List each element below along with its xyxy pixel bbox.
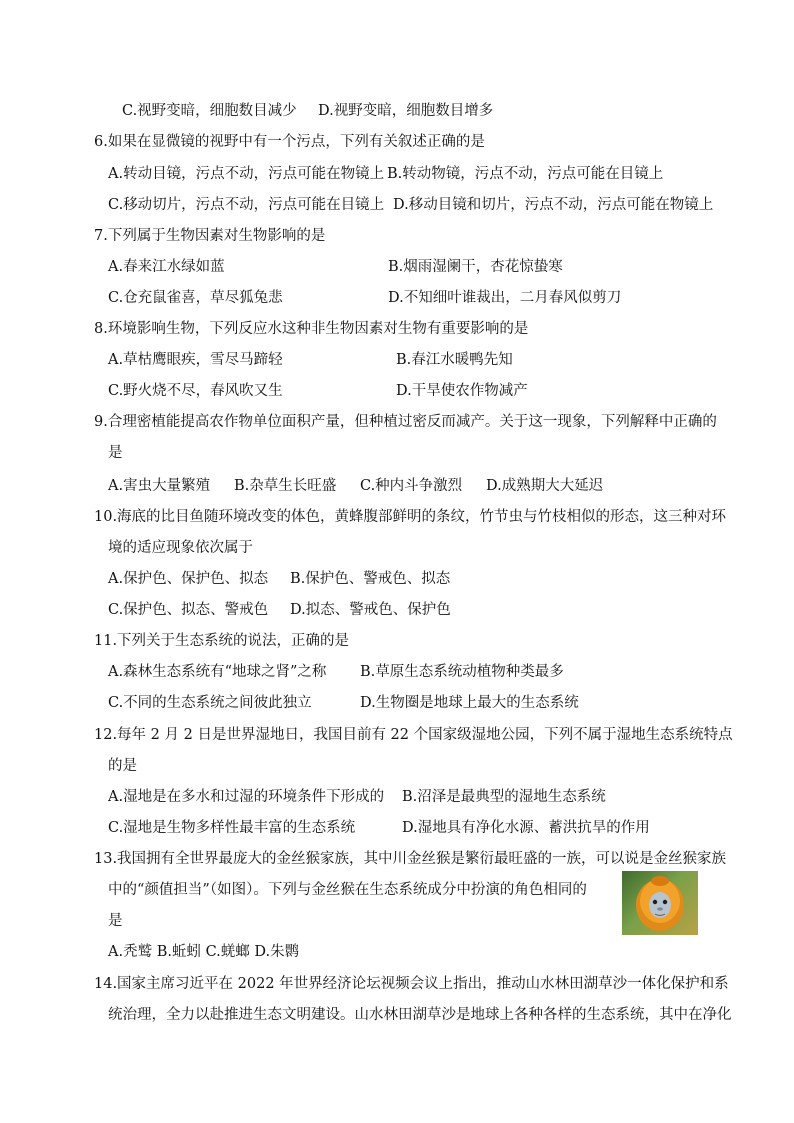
q13-options: A.秃鹫 B.蚯蚓 C.蜣螂 D.朱鹮 <box>108 944 300 960</box>
q14-stem-line1: 14.国家主席习近平在 2022 年世界经济论坛视频会议上指出，推动山水林田湖草沙一体化保护和系 <box>94 976 729 992</box>
q10-option-a: A.保护色、保护色、拟态 <box>108 571 269 587</box>
q12-option-d: D.湿地具有净化水源、蓄洪抗旱的作用 <box>402 820 650 836</box>
q7-option-a: A.春来江水绿如蓝 <box>108 259 225 275</box>
q9-option-d: D.成熟期大大延迟 <box>486 478 604 494</box>
q6-option-c: C.移动切片，污点不动，污点可能在目镜上 <box>108 197 385 213</box>
q8-option-d: D.干旱使农作物减产 <box>396 383 528 399</box>
q9-stem-line1: 9.合理密植能提高农作物单位面积产量，但种植过密反而减产。关于这一现象，下列解释中正确的 <box>94 414 717 430</box>
q13-stem-line3: 是 <box>108 913 123 929</box>
q6-option-d: D.移动目镜和切片，污点不动，污点可能在物镜上 <box>393 197 714 213</box>
q8-option-a: A.草枯鹰眼疾，雪尽马蹄轻 <box>108 352 283 368</box>
q11-option-a: A.森林生态系统有“地球之肾”之称 <box>108 664 327 680</box>
q12-option-c: C.湿地是生物多样性最丰富的生态系统 <box>108 820 356 836</box>
golden-monkey-illustration <box>622 871 698 935</box>
q6-option-b: B.转动物镜，污点不动，污点可能在目镜上 <box>387 166 664 182</box>
q8-stem: 8.环境影响生物，下列反应水这种非生物因素对生物有重要影响的是 <box>94 321 529 337</box>
q5-option-d: D.视野变暗，细胞数目增多 <box>318 103 494 119</box>
q9-stem-line2: 是 <box>108 445 123 461</box>
q7-stem: 7.下列属于生物因素对生物影响的是 <box>94 228 326 244</box>
q8-option-b: B.春江水暖鸭先知 <box>396 352 513 368</box>
q13-stem-line1: 13.我国拥有全世界最庞大的金丝猴家族，其中川金丝猴是繁衍最旺盛的一族，可以说是金丝猴家族 <box>94 851 727 867</box>
q11-option-d: D.生物圈是地球上最大的生态系统 <box>360 695 579 711</box>
q7-option-d: D.不知细叶谁裁出，二月春风似剪刀 <box>388 290 622 306</box>
q9-option-b: B.杂草生长旺盛 <box>234 478 337 494</box>
q6-stem: 6.如果在显微镜的视野中有一个污点，下列有关叙述正确的是 <box>94 134 485 150</box>
q14-stem-line2: 统治理，全力以赴推进生态文明建设。山水林田湖草沙是地球上各种各样的生态系统，其中在净化 <box>108 1007 732 1023</box>
q10-option-d: D.拟态、警戒色、保护色 <box>290 602 451 618</box>
q11-stem: 11.下列关于生态系统的说法，正确的是 <box>94 633 350 649</box>
q11-option-c: C.不同的生态系统之间彼此独立 <box>108 695 312 711</box>
q9-option-c: C.种内斗争激烈 <box>360 478 463 494</box>
q10-stem-line1: 10.海底的比目鱼随环境改变的体色，黄蜂腹部鲜明的条纹，竹节虫与竹枝相似的形态，这三种对环 <box>94 509 727 525</box>
q13-stem-line2: 中的“颜值担当”（如图）。下列与金丝猴在生态系统成分中扮演的角色相同的 <box>108 882 587 898</box>
q7-option-c: C.仓充鼠雀喜，草尽狐兔悲 <box>108 290 283 306</box>
q5-option-c: C.视野变暗，细胞数目减少 <box>122 103 297 119</box>
q12-stem-line1: 12.每年 2 月 2 日是世界湿地日，我国目前有 22 个国家级湿地公园，下列不属于湿地生态系统特点 <box>94 727 733 743</box>
q10-option-c: C.保护色、拟态、警戒色 <box>108 602 269 618</box>
q11-option-b: B.草原生态系统动植物种类最多 <box>360 664 564 680</box>
q7-option-b: B.烟雨湿阑干，杏花惊蛰寒 <box>388 259 563 275</box>
q12-stem-line2: 的是 <box>108 758 137 774</box>
q10-option-b: B.保护色、警戒色、拟态 <box>290 571 451 587</box>
q9-option-a: A.害虫大量繁殖 <box>108 478 211 494</box>
q6-option-a: A.转动目镜，污点不动，污点可能在物镜上 <box>108 166 385 182</box>
q8-option-c: C.野火烧不尽，春风吹又生 <box>108 383 283 399</box>
q12-option-a: A.湿地是在多水和过湿的环境条件下形成的 <box>108 789 385 805</box>
q12-option-b: B.沼泽是最典型的湿地生态系统 <box>402 789 606 805</box>
q10-stem-line2: 境的适应现象依次属于 <box>108 540 253 556</box>
golden-monkey-image <box>622 871 698 935</box>
